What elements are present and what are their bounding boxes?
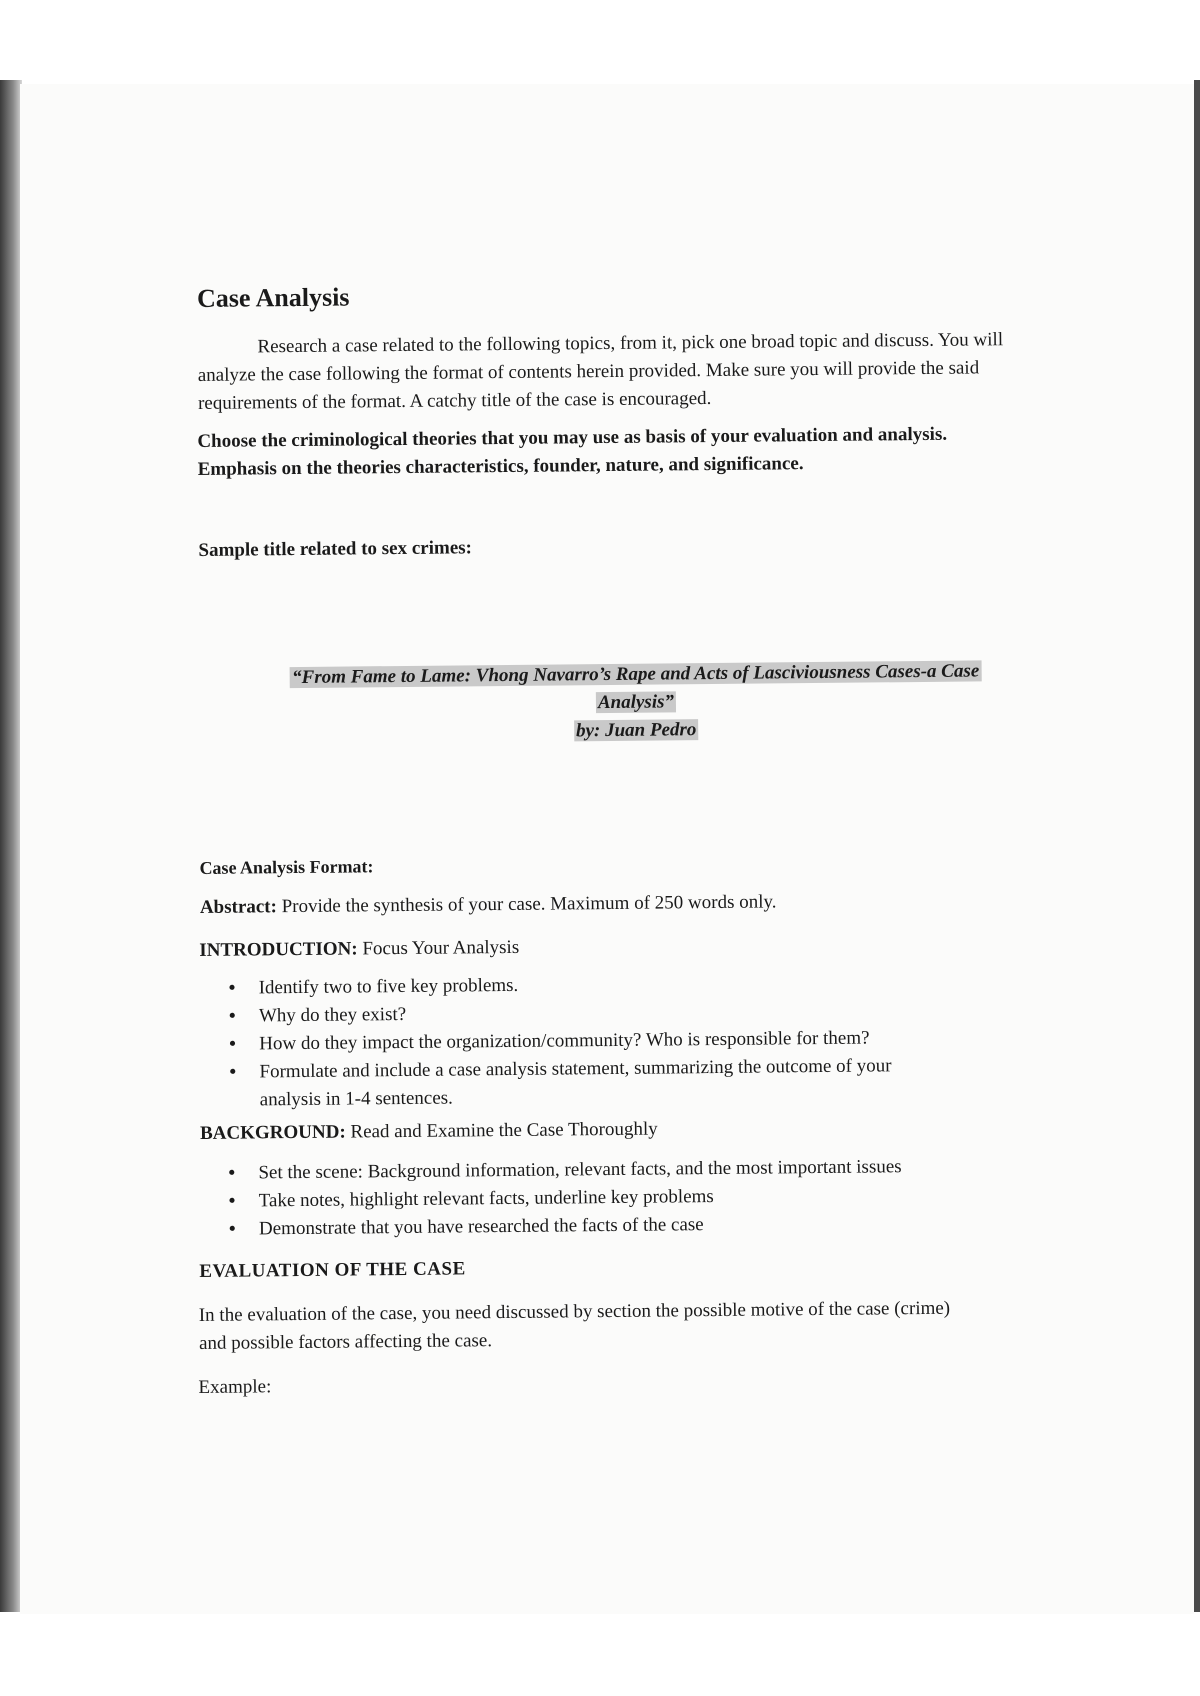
list-item: • Why do they exist? [229,996,949,1031]
background-line [200,1116,658,1148]
abstract-line [200,888,777,922]
list-item: • How do they impact the organization/community? Who is responsible for them? [229,1024,949,1059]
sample-title-line-2: Analysis” [597,691,675,714]
page-title: Case Analysis [196,282,350,313]
scan-bottom-margin [0,1612,1200,1696]
introduction-line [199,934,519,965]
scan-left-shadow [0,80,22,1620]
page-content [20,78,1200,1619]
evaluation-paragraph: In the evaluation of the case, you need discussed by section the possible motive of the case (crime) and possible factors affecting the case. [198,1297,951,1354]
sample-title-block [216,657,1057,749]
sample-title-line-1: “From Fame to Lame: Vhong Navarro’s Rape and Acts of Lasciviousness Cases-a Case [291,660,980,689]
background-text: Read and Examine the Case Thoroughly [345,1118,658,1143]
example-label: Example: [198,1376,272,1398]
instructions-paragraph: Research a case related to the following topics, from it, pick one broad topic and discuss. You will analyze the case following the format of contents herein provided. Make sure you will provide the said requirements of the format. A catchy title of the case is encouraged. [197,329,1004,414]
list-item: • Take notes, highlight relevant facts, underline key problems [229,1180,989,1215]
paper-sheet [20,84,1194,1614]
introduction-text: Focus Your Analysis [357,936,520,960]
format-label: Case Analysis Format: [199,856,374,878]
list-item: • Identify two to five key problems. [229,968,949,1003]
sample-author: by: Juan Pedro [575,719,697,742]
background-label: BACKGROUND: [199,1121,346,1144]
background-bullet-list [228,1152,989,1243]
list-item: • Set the scene: Background information, relevant facts, and the most important issues [228,1152,988,1187]
sample-title-label: Sample title related to sex crimes: [198,537,473,561]
theory-note: Choose the criminological theories that you may use as basis of your evaluation and analysis. Emphasis on the theories characteristics, founder, nature, and significance. [197,423,948,480]
list-item: • Formulate and include a case analysis statement, summarizing the outcome of your analysis in 1-4 sentences. [229,1052,950,1115]
introduction-bullet-list [229,968,950,1115]
abstract-text: Provide the synthesis of your case. Maximum of 250 words only. [276,891,777,918]
scan-top-margin [0,0,1200,86]
abstract-label: Abstract: [199,896,278,918]
introduction-label: INTRODUCTION: [199,938,358,961]
list-item: • Demonstrate that you have researched the facts of the case [229,1208,989,1243]
evaluation-heading: EVALUATION OF THE CASE [199,1258,466,1282]
